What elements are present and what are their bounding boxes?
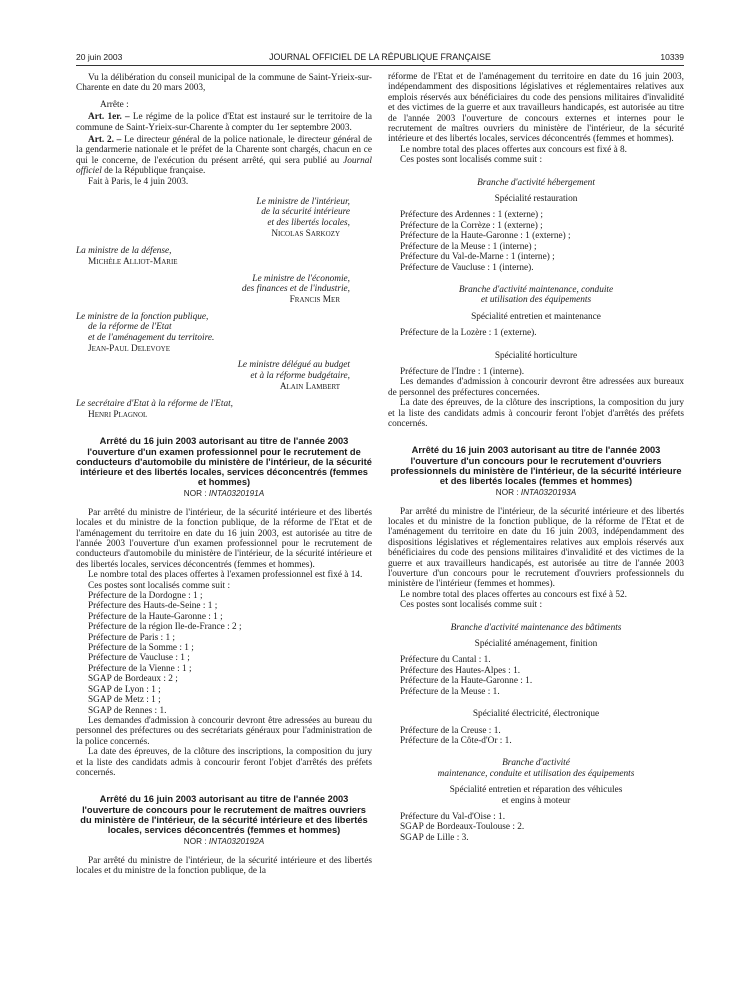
arrete-2-places: Le nombre total des places offertes aux concours est fixé à 8. — [400, 144, 628, 155]
left-column — [76, 73, 372, 876]
signature-role: de la sécurité intérieure — [261, 207, 350, 218]
arrete-3-list-3 — [388, 812, 684, 843]
signature-name: Michèle Alliot-Marie — [88, 257, 178, 268]
arrete-3-p1: Par arrêté du ministre de l'intérieur, de la sécurité intérieure et des libertés locales et du ministre de la fonction publique, de la réforme de l'Etat et de l'aménagement du territoire en date du 16 juin 2003, indépendamment des dispositions législatives et réglementaires relatives aux emplois réservés aux bénéficiaires du code des pensions militaires d'invalidité et des victimes de la guerre et aux travailleurs handicapés, est autorisée au titre de l'année 2003 l'ouverture d'un concours pour le recrutement d'ouvriers professionnels du ministère de l'intérieur (femmes et hommes). — [388, 506, 684, 590]
arrete-2-nor: NOR : INTA0320192A — [183, 837, 265, 847]
arrete-2-specialite-2: Spécialité entretien et maintenance — [471, 311, 601, 322]
article-1-text: Le régime de la police d'Etat est instauré sur le territoire de la commune de Saint-Yrieix-sur-Charente à compter du 1er septembre 2003. — [76, 112, 372, 133]
list-item: Préfecture de la Haute-Garonne : 1. — [400, 676, 533, 687]
signature-2 — [76, 246, 372, 268]
arrete-2-p4: Les demandes d'admission à concourir devront être adressées aux bureaux de personnel des préfectures concernées. — [388, 377, 684, 398]
arrete-3-specialite-3-line-1: Spécialité entretien et réparation des véhicules — [449, 785, 623, 796]
arrete-2-branche-2-line-1: Branche d'activité maintenance, conduite — [458, 284, 614, 295]
list-item: Préfecture de la Meuse : 1. — [400, 686, 500, 697]
signature-4 — [76, 312, 372, 355]
signature-name: Francis Mer — [289, 295, 340, 306]
list-item: Préfecture du Val-d'Oise : 1. — [400, 811, 506, 822]
signature-role: de la réforme de l'Etat — [88, 322, 172, 333]
list-item: SGAP de Rennes : 1. — [88, 705, 167, 716]
page-header — [76, 52, 684, 66]
arrete-3-branche-1: Branche d'activité maintenance des bâtiments — [450, 622, 622, 633]
list-item: Préfecture de la Vienne : 1 ; — [88, 663, 192, 674]
arrete-2-specialite-1: Spécialité restauration — [494, 194, 578, 205]
arrete-3-branche-2-line-1: Branche d'activité — [502, 758, 570, 769]
list-item: Préfecture de la région Ile-de-France : 2 ; — [88, 622, 242, 633]
arrete-3-title: Arrêté du 16 juin 2003 autorisant au titre de l'année 2003 l'ouverture d'un concours pour le recrutement d'ouvriers professionnels du ministère de l'intérieur, de la sécurité intérieure et des libertés locales (femmes et hommes) — [390, 445, 682, 486]
signature-name: Jean-Paul Delevoye — [88, 343, 170, 354]
list-item: SGAP de Bordeaux : 2 ; — [88, 674, 178, 685]
arrete-1-p1: Par arrêté du ministre de l'intérieur, de la sécurité intérieure et des libertés locales et du ministre de la fonction publique, de la réforme de l'Etat et de l'aménagement du territoire en date du 16 juin 2003, est autorisée au titre de l'année 2003 l'ouverture d'un examen professionnel pour le recrutement de conducteurs d'automobile du ministère de l'intérieur, de la sécurité intérieure et des libertés locales, services déconcentrés (femmes et hommes). — [76, 507, 372, 570]
list-item: SGAP de Metz : 1 ; — [88, 695, 161, 706]
fait-a-paris: Fait à Paris, le 4 juin 2003. — [88, 176, 189, 187]
arrete-3-nor: NOR : INTA0320193A — [495, 488, 577, 498]
article-2-end: de la République française. — [104, 166, 206, 177]
arrete-2-list-2 — [388, 328, 684, 338]
arrete-1-postes-list — [76, 591, 372, 716]
list-item: Préfecture de la Corrèze : 1 (externe) ; — [400, 220, 543, 231]
arrete-2-list-1 — [388, 210, 684, 272]
signature-6 — [76, 399, 372, 421]
article-2-jo: Journal officiel — [76, 155, 372, 177]
header-journal-title: JOURNAL OFFICIEL DE LA RÉPUBLIQUE FRANÇAISE — [269, 52, 491, 62]
list-item: Préfecture de Paris : 1 ; — [88, 632, 175, 643]
signature-name: Alain Lambert — [279, 382, 340, 393]
list-item: Préfecture de la Lozère : 1 (externe). — [400, 328, 537, 339]
list-item: Préfecture des Ardennes : 1 (externe) ; — [400, 210, 544, 221]
arrete-3-branche-2-line-2: maintenance, conduite et utilisation des équipements — [437, 768, 635, 779]
arrete-2-localisation: Ces postes sont localisés comme suit : — [400, 155, 543, 166]
arrete-2-p5: La date des épreuves, de la clôture des inscriptions, la composition du jury et la liste des candidats admis à concourir feront l'objet d'arrêtés des préfets concernés. — [388, 398, 684, 429]
signature-role: La ministre de la défense, — [76, 245, 172, 256]
list-item: SGAP de Lille : 3. — [400, 832, 469, 843]
list-item: Préfecture de Vaucluse : 1 ; — [88, 653, 190, 664]
signature-role: et à la réforme budgétaire, — [250, 370, 350, 381]
signature-role: Le secrétaire d'Etat à la réforme de l'Etat, — [76, 398, 234, 409]
list-item: Préfecture de la Creuse : 1. — [400, 725, 501, 736]
article-2-text: Le directeur général de la police nationale, le directeur général de la gendarmerie nationale et le préfet de la Charente sont chargés, chacun en ce qui le concerne, de l'exécution du présent arrêté, qui sera publié au — [76, 135, 372, 166]
list-item: Préfecture du Val-de-Marne : 1 (interne) ; — [400, 252, 555, 263]
list-item: Préfecture de Vaucluse : 1 (interne). — [400, 262, 534, 273]
arrete-3-p3: Ces postes sont localisés comme suit : — [400, 600, 543, 611]
signature-3 — [76, 274, 372, 306]
list-item: Préfecture des Hautes-Alpes : 1. — [400, 665, 521, 676]
arrete-2-p1: Par arrêté du ministre de l'intérieur, de la sécurité intérieure et des libertés locales et du ministre de la fonction publique, de la — [76, 855, 372, 876]
arrete-label: Arrête : — [100, 99, 129, 110]
arrete-3-specialite-3-line-2: et engins à moteur — [501, 795, 571, 806]
signature-role: Le ministre délégué au budget — [237, 360, 350, 371]
arrete-1-p2: Le nombre total des places offertes à l'examen professionnel est fixé à 14. — [88, 570, 363, 581]
arrete-3-list-1 — [388, 655, 684, 697]
signature-role: Le ministre de la fonction publique, — [76, 311, 209, 322]
vu-paragraph: Vu la délibération du conseil municipal de la commune de Saint-Yrieix-sur-Charente en date du 20 mars 2003, — [76, 73, 372, 94]
arrete-3-specialite-1: Spécialité aménagement, finition — [474, 639, 598, 650]
arrete-2-branche-1: Branche d'activité hébergement — [477, 177, 595, 188]
list-item: Préfecture du Cantal : 1. — [400, 655, 491, 666]
article-2 — [76, 135, 372, 177]
signature-5 — [76, 360, 372, 392]
article-1-label: Art. 1er. – — [88, 112, 130, 123]
list-item: SGAP de Lyon : 1 ; — [88, 684, 161, 695]
list-item: SGAP de Bordeaux-Toulouse : 2. — [400, 822, 525, 833]
arrete-2-list-3 — [388, 367, 684, 377]
signature-role: et de l'aménagement du territoire. — [88, 332, 215, 343]
header-date: 20 juin 2003 — [76, 52, 123, 62]
arrete-3-list-2 — [388, 726, 684, 747]
list-item: Préfecture de la Somme : 1 ; — [88, 643, 194, 654]
signature-1 — [76, 197, 372, 240]
arrete-3-specialite-2: Spécialité électricité, électronique — [472, 709, 600, 720]
arrete-1-p5: La date des épreuves, de la clôture des inscriptions, la composition du jury et la liste des candidats admis à concourir feront l'objet d'arrêtés des préfets concernés. — [76, 747, 372, 778]
list-item: Préfecture de la Haute-Garonne : 1 (externe) ; — [400, 231, 571, 242]
signature-name: Henri Plagnol — [88, 409, 148, 420]
header-rule — [76, 65, 684, 66]
arrete-2-specialite-3: Spécialité horticulture — [494, 350, 578, 361]
article-2-label: Art. 2. – — [88, 135, 122, 146]
list-item: Préfecture de la Dordogne : 1 ; — [88, 591, 203, 602]
list-item: Préfecture des Hauts-de-Seine : 1 ; — [88, 601, 218, 612]
arrete-3-p2: Le nombre total des places offertes au concours est fixé à 52. — [400, 589, 628, 600]
header-page-number: 10339 — [660, 52, 684, 62]
signature-role: Le ministre de l'intérieur, — [256, 197, 350, 208]
article-1 — [76, 112, 372, 133]
list-item: Préfecture de la Meuse : 1 (interne) ; — [400, 241, 537, 252]
signature-role: Le ministre de l'économie, — [252, 273, 350, 284]
list-item: Préfecture de l'Indre : 1 (interne). — [400, 366, 525, 377]
arrete-1-p4: Les demandes d'admission à concourir devront être adressées au bureau du personnel des préfectures ou des secrétariats généraux pour l'administration de la police concernés. — [76, 715, 372, 747]
arrete-1-title: Arrêté du 16 juin 2003 autorisant au titre de l'année 2003 l'ouverture d'un examen professionnel pour le recrutement de conducteurs d'automobile du ministère de l'intérieur, de la sécurité intérieure et des libertés locales, services déconcentrés (femmes et hommes) — [76, 436, 372, 488]
signature-role: et des libertés locales, — [267, 217, 350, 228]
signature-name: Nicolas Sarkozy — [271, 229, 340, 240]
list-item: Préfecture de la Côte-d'Or : 1. — [400, 735, 512, 746]
arrete-2-branche-2-line-2: et utilisation des équipements — [480, 295, 592, 306]
arrete-2-continuation: réforme de l'Etat et de l'aménagement du territoire en date du 16 juin 2003, indépendamment des dispositions législatives et réglementaires relatives aux emplois réservés aux bénéficiaires du code des pensions militaires d'invalidité et des victimes de la guerre et aux travailleurs handicapés, est autorisée au titre de l'année 2003 l'ouverture de concours externes et internes pour le recrutement de maîtres ouvriers du ministère de l'intérieur, de la sécurité intérieure et des libertés locales, services déconcentrés (femmes et hommes). — [388, 72, 684, 145]
arrete-1-nor: NOR : INTA0320191A — [183, 489, 265, 499]
signature-role: des finances et de l'industrie, — [241, 283, 350, 294]
list-item: Préfecture de la Haute-Garonne : 1 ; — [88, 611, 223, 622]
arrete-1-p3: Ces postes sont localisés comme suit : — [88, 580, 231, 591]
arrete-2-title: Arrêté du 16 juin 2003 autorisant au titre de l'année 2003 l'ouverture de concours pour le recrutement de maîtres ouvriers du ministère de l'intérieur, de la sécurité intérieure et des libertés locales, services déconcentrés (femmes et hommes) — [80, 794, 368, 835]
signature-block — [76, 197, 372, 420]
right-column — [388, 72, 684, 843]
